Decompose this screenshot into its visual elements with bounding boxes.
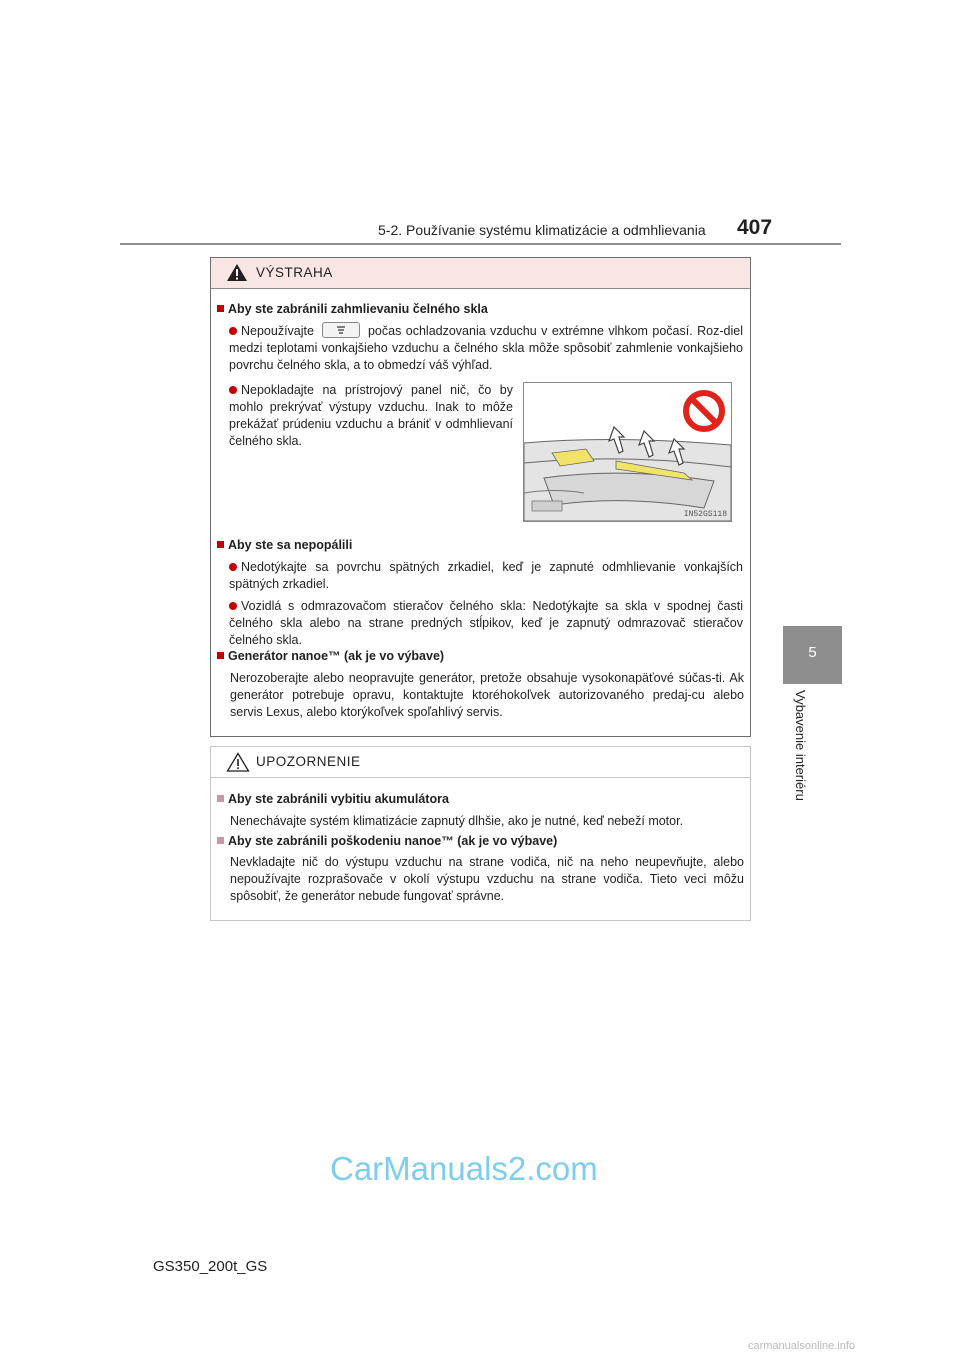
warning-nanoe-text: Nerozoberajte alebo neopravujte generátor, pretože obsahuje vysokonapäťové súčas-ti. Ak generátor potrebuje opravu, kontaktujte ktoréhokoľvek autorizovaného predaj-cu alebo servis Lexus, alebo ktorýkoľvek spoľahlivý servis.: [230, 671, 744, 719]
warning-subheading-nanoe: Generátor nanoe™ (ak je vo výbave): [217, 649, 444, 663]
warning-bullet-dashboard: Nepokladajte na prístrojový panel nič, čo by mohlo prekrývať výstupy vzduchu. Inak to môže prekážať prúdeniu vzduchu a brániť v odmhlievaní čelného skla.: [229, 383, 513, 448]
warning-triangle-icon: [226, 263, 248, 282]
page-number: 407: [737, 216, 773, 239]
dashboard-drawing: [524, 383, 731, 521]
chapter-tab: 5: [783, 626, 842, 684]
notice-battery-text: Nenechávajte systém klimatizácie zapnutý dlhšie, ako je nutné, keď nebeží motor.: [230, 814, 684, 828]
square-bullet-icon: [217, 541, 224, 548]
watermark: CarManuals2.com: [330, 1150, 598, 1187]
defogger-button-icon: [322, 322, 360, 338]
figure-code: IN52GS118: [683, 510, 727, 519]
warning-subheading-fog: Aby ste zabránili zahmlievaniu čelného skla: [217, 302, 488, 316]
warning-bullet-defog-button: Nepoužívajte počas ochladzovania vzduchu v extrémne vlhkom počasí. Roz-diel medzi teplotami vonkajšieho vzduchu a čelného skla môže spôsobiť zahmlenie vonkajšieho povrchu čelného skla, a to obmedzí váš výhľad.: [229, 324, 743, 372]
warning-bullet-wiper-deicer: Vozidlá s odmrazovačom stieračov čelného skla: Nedotýkajte sa skla v spodnej časti čelného skla alebo na strane predných stĺpikov, keď je zapnutý odmrazovač stieračov čelného skla.: [229, 599, 743, 647]
notice-nanoe-text: Nevkladajte nič do výstupu vzduchu na strane vodiča, nič na neho neupevňujte, alebo nepoužívajte rozprašovače v okolí výstupu vzduchu na strane vodiča. Tieto veci môžu spôsobiť, že generátor nebude fungovať správne.: [230, 855, 744, 903]
square-bullet-icon: [217, 305, 224, 312]
warning-title: VÝSTRAHA: [256, 265, 333, 280]
notice-title: UPOZORNENIE: [256, 754, 361, 769]
warning-header: [211, 258, 750, 289]
square-bullet-icon: [217, 652, 224, 659]
dashboard-illustration: [523, 382, 732, 522]
notice-subheading-battery: Aby ste zabránili vybitiu akumulátora: [217, 792, 449, 806]
square-bullet-icon: [217, 837, 224, 844]
bullet-icon: [229, 602, 237, 610]
warning-subheading-burns: Aby ste sa nepopálili: [217, 538, 352, 552]
notice-header: [211, 747, 750, 778]
prohibited-sign-icon: [686, 393, 722, 429]
bullet-icon: [229, 386, 237, 394]
watermark-bottom: carmanualsonline.info: [748, 1340, 856, 1352]
notice-subheading-nanoe: Aby ste zabránili poškodeniu nanoe™ (ak je vo výbave): [217, 834, 557, 848]
caution-triangle-icon: [226, 752, 250, 772]
bullet-icon: [229, 327, 237, 335]
warning-bullet-mirrors: Nedotýkajte sa povrchu spätných zrkadiel, keď je zapnuté odmhlievanie vonkajších spätných zrkadiel.: [229, 560, 743, 591]
square-bullet-icon: [217, 795, 224, 802]
notice-box: [210, 746, 751, 921]
header-rule: [120, 243, 841, 245]
bullet-icon: [229, 563, 237, 571]
footer-model: GS350_200t_GS: [153, 1258, 268, 1275]
chapter-label: Vybavenie interiéru: [793, 690, 808, 801]
section-title: 5-2. Používanie systému klimatizácie a odmhlievania: [378, 222, 706, 238]
